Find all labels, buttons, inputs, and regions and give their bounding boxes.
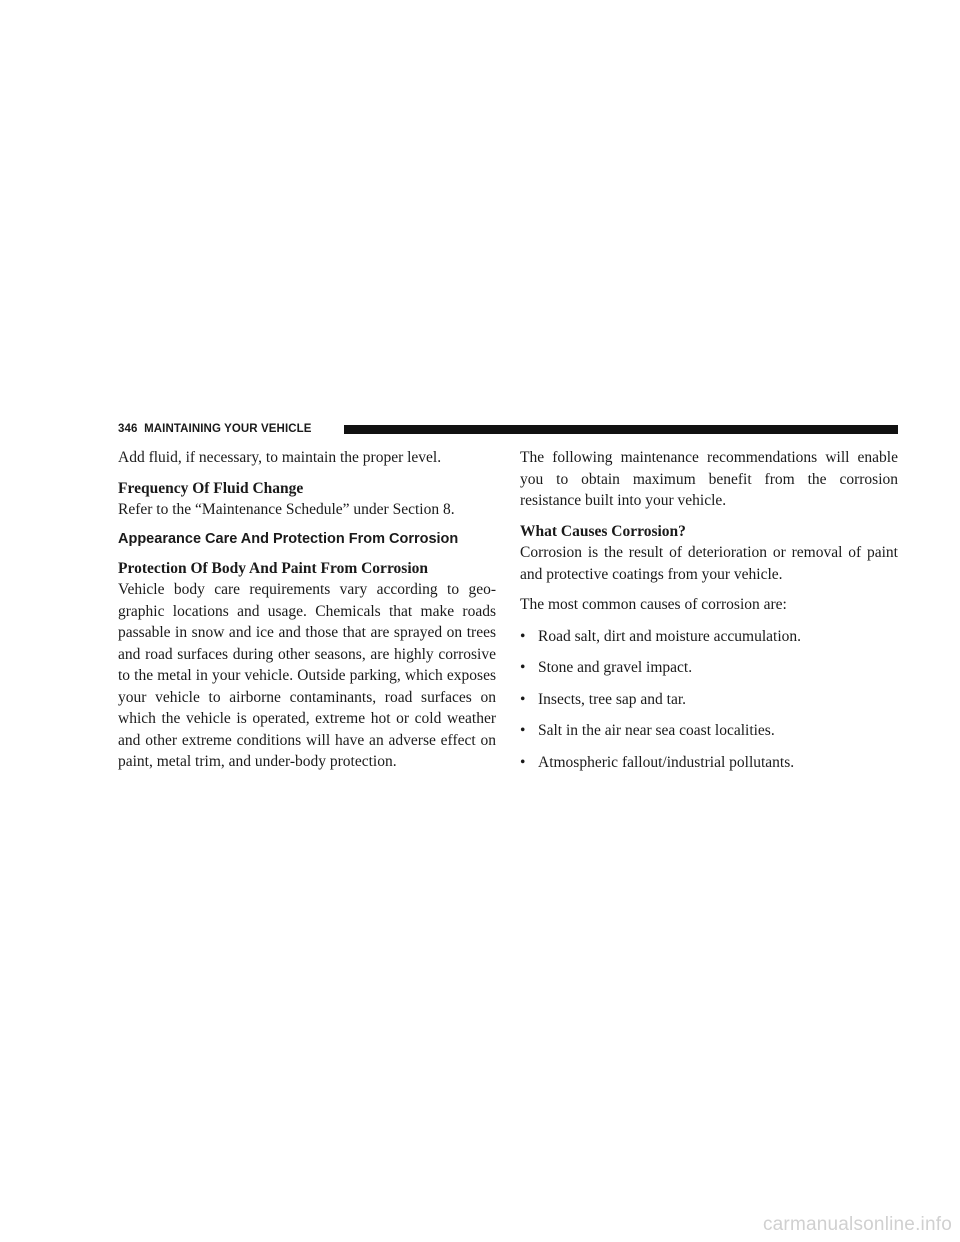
watermark-link[interactable]: carmanualsonline.info <box>762 1214 952 1235</box>
bullet-icon: • <box>520 659 526 676</box>
fluid-change-heading: Frequency Of Fluid Change <box>118 479 304 497</box>
list-item-text: Atmospheric fallout/industrial pollutants. <box>538 753 795 771</box>
right-column <box>520 447 898 773</box>
page-header-text <box>118 421 312 437</box>
section-title: MAINTAINING YOUR VEHICLE <box>144 423 312 435</box>
list-item <box>520 720 898 742</box>
causes-list <box>520 626 898 774</box>
header-rule <box>344 425 898 434</box>
intro-paragraph: Add fluid, if necessary, to maintain the proper level. <box>118 449 442 466</box>
bullet-icon: • <box>520 753 526 771</box>
list-item-text: Road salt, dirt and moisture accumulation. <box>538 627 802 645</box>
bullet-icon: • <box>520 690 526 708</box>
list-item-text: Salt in the air near sea coast localities. <box>538 722 775 739</box>
protection-paragraph: Vehicle body care requirements vary according to geo-graphic locations and usage. Chemicals that make roads passable in snow and ice and those that are sprayed on trees and road surfaces during other seasons, are highly corrosive to the metal in your vehicle. Outside parking, which exposes your vehicle to airborne contaminants, road surfaces on which the vehicle is operated, extreme hot or cold weather and other extreme conditions will have an adverse effect on paint, metal trim, and under-body protection. <box>118 581 496 770</box>
causes-paragraph: Corrosion is the result of deterioration or removal of paint and protective coatings from your vehicle. <box>520 544 898 583</box>
section-heading: Appearance Care And Protection From Corrosion <box>118 530 459 547</box>
bullet-icon: • <box>520 627 526 645</box>
list-item-text: Insects, tree sap and tar. <box>538 690 687 708</box>
fluid-change-text: Refer to the “Maintenance Schedule” under Section 8. <box>118 501 455 518</box>
bullet-icon: • <box>520 722 526 739</box>
left-column <box>118 447 496 773</box>
list-item <box>520 689 898 711</box>
page-header <box>118 421 898 437</box>
list-item <box>520 657 898 679</box>
protection-heading: Protection Of Body And Paint From Corrosion <box>118 559 428 577</box>
page-number: 346 <box>118 423 138 435</box>
list-item <box>520 626 898 648</box>
recommendations-paragraph: The following maintenance recommendations will enable you to obtain maximum benefit from the corrosion resistance built into your vehicle. <box>520 449 898 509</box>
common-causes-lead: The most common causes of corrosion are: <box>520 596 787 613</box>
list-item <box>520 752 898 774</box>
causes-heading: What Causes Corrosion? <box>520 522 686 540</box>
list-item-text: Stone and gravel impact. <box>538 659 693 676</box>
